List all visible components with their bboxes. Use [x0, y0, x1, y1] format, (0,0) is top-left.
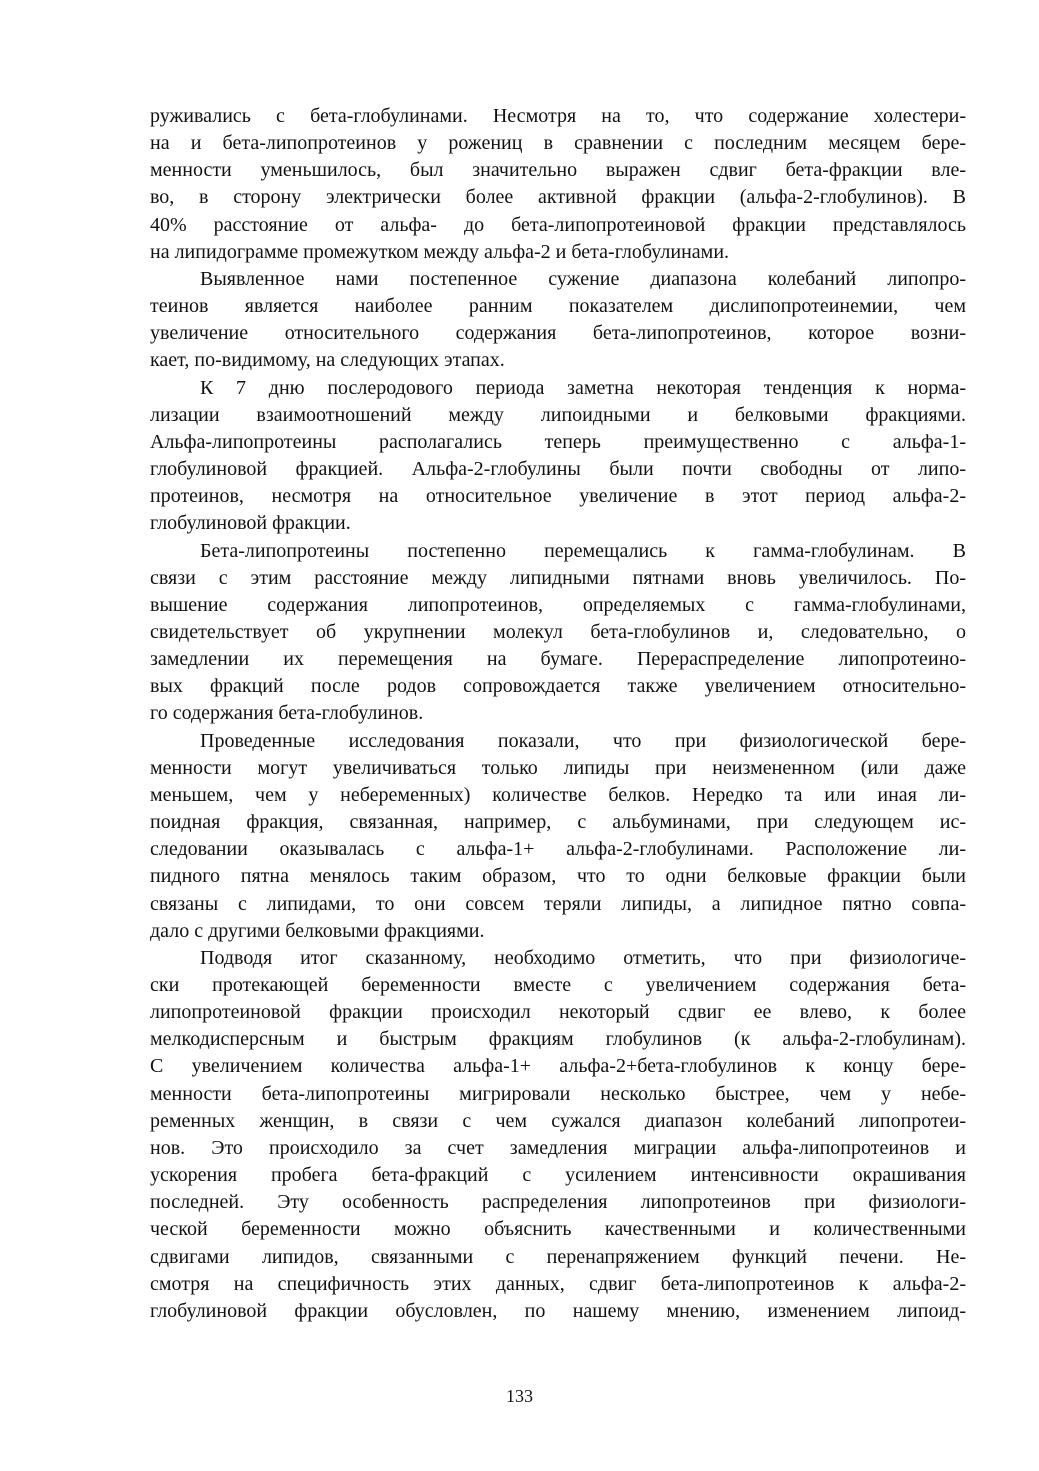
text-line: смотря на специфичность этих данных, сдвиг бета-липопротеинов к альфа-2-	[150, 1272, 966, 1295]
text-line: С увеличением количества альфа-1+ альфа-2+бета-глобулинов к концу бере-	[150, 1055, 966, 1078]
text-line: на и бета-липопротеинов у рожениц в сравнении с последним месяцем бере-	[150, 132, 966, 155]
paragraph-6	[150, 945, 966, 1325]
text-line: увеличение относительного содержания бета-липопротеинов, которое возни-	[150, 322, 966, 345]
text-line: вышение содержания липопротеинов, определяемых с гамма-глобулинами,	[150, 593, 966, 616]
text-line: менности бета-липопротеины мигрировали несколько быстрее, чем у небе-	[150, 1082, 966, 1105]
text-line: ческой беременности можно объяснить качественными и количественными	[150, 1218, 966, 1241]
text-line: связи с этим расстояние между липидными пятнами вновь увеличилось. По-	[150, 566, 966, 589]
paragraph-5	[150, 728, 966, 945]
text-line: ременных женщин, в связи с чем сужался диапазон колебаний липопротеи-	[150, 1109, 966, 1132]
text-line: последней. Эту особенность распределения липопротеинов при физиологи-	[150, 1191, 966, 1214]
text-line: сдвигами липидов, связанными с перенапряжением функций печени. Не-	[150, 1245, 966, 1268]
paragraph-4	[150, 538, 966, 728]
text-line: К 7 дню послеродового периода заметна некоторая тенденция к норма-	[200, 376, 966, 399]
text-line: руживались с бета-глобулинами. Несмотря на то, что содержание холестери-	[150, 105, 966, 127]
text-line: свидетельствует об укрупнении молекул бета-глобулинов и, следовательно, о	[150, 620, 966, 643]
text-line: вых фракций после родов сопровождается также увеличением относительно-	[150, 675, 966, 698]
text-line: Подводя итог сказанному, необходимо отметить, что при физиологиче-	[200, 946, 966, 969]
text-line: Выявленное нами постепенное сужение диапазона колебаний липопро-	[200, 267, 966, 290]
text-line: ускорения пробега бета-фракций с усилением интенсивности окрашивания	[150, 1164, 966, 1187]
text-line: менности могут увеличиваться только липиды при неизмененном (или даже	[150, 756, 966, 779]
text-line: протеинов, несмотря на относительное увеличение в этот период альфа-2-	[150, 485, 966, 508]
page-body	[150, 103, 966, 1325]
text-line: во, в сторону электрически более активной фракции (альфа-2-глобулинов). В	[150, 186, 966, 209]
text-line: поидная фракция, связанная, например, с альбуминами, при следующем ис-	[150, 811, 966, 834]
text-line: теинов является наиболее ранним показателем дислипопротеинемии, чем	[150, 295, 966, 318]
text-line: менности уменьшилось, был значительно выражен сдвиг бета-фракции вле-	[150, 159, 966, 182]
text-line: меньшем, чем у небеременных) количестве белков. Нередко та или иная ли-	[150, 783, 966, 806]
text-line: Бета-липопротеины постепенно перемещались к гамма-глобулинам. В	[200, 539, 966, 562]
text-line: мелкодисперсным и быстрым фракциям глобулинов (к альфа-2-глобулинам).	[150, 1028, 966, 1051]
text-line: замедлении их перемещения на бумаге. Перераспределение липопротеино-	[150, 648, 966, 671]
text-line: кает, по-видимому, на следующих этапах.	[150, 349, 505, 372]
text-line: дало с другими белковыми фракциями.	[150, 919, 485, 942]
text-line: ски протекающей беременности вместе с увеличением содержания бета-	[150, 974, 966, 996]
text-line: липопротеиновой фракции происходил некоторый сдвиг ее влево, к более	[150, 1001, 966, 1024]
paragraph-3	[150, 375, 966, 538]
text-line: следовании оказывалась с альфа-1+ альфа-2-глобулинами. Расположение ли-	[150, 838, 966, 861]
text-line: на липидограмме промежутком между альфа-2 и бета-глобулинами.	[150, 240, 730, 263]
page-number: 133	[506, 1386, 533, 1406]
text-line: лизации взаимоотношений между липоидными и белковыми фракциями.	[150, 403, 966, 426]
text-line: Альфа-липопротеины располагались теперь преимущественно с альфа-1-	[150, 430, 966, 453]
text-line: го содержания бета-глобулинов.	[150, 702, 424, 725]
text-line: связаны с липидами, то они совсем теряли липиды, а липидное пятно совпа-	[150, 892, 966, 915]
text-line: 40% расстояние от альфа- до бета-липопротеиновой фракции представлялось	[150, 213, 966, 236]
text-line: глобулиновой фракции.	[150, 512, 351, 535]
text-line: глобулиновой фракции обусловлен, по нашему мнению, изменением липоид-	[150, 1299, 966, 1322]
text-line: глобулиновой фракцией. Альфа-2-глобулины были почти свободны от липо-	[150, 458, 966, 481]
paragraph-2	[150, 266, 966, 375]
text-line: нов. Это происходило за счет замедления миграции альфа-липопротеинов и	[150, 1136, 966, 1159]
paragraph-1	[150, 103, 966, 266]
text-line: Проведенные исследования показали, что при физиологической бере-	[200, 729, 966, 752]
text-line: пидного пятна менялось таким образом, что то одни белковые фракции были	[150, 865, 966, 888]
